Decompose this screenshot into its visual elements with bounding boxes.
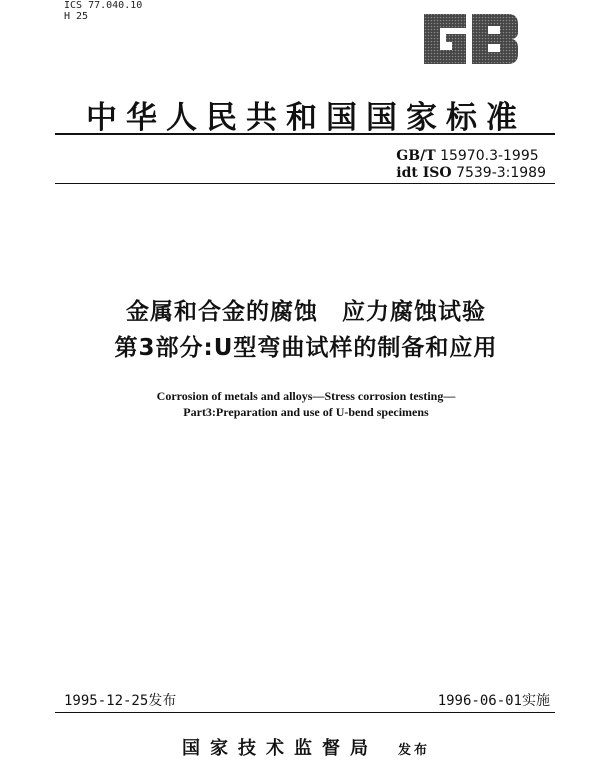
publisher xyxy=(56,734,556,760)
national-standard-heading: 中华人民共和国国家标准 xyxy=(86,100,526,136)
english-title-line1: Corrosion of metals and alloys—Stress corrosion testing— xyxy=(156,389,456,403)
classification-codes xyxy=(64,0,142,22)
english-title xyxy=(56,388,556,420)
ccs-code: H 25 xyxy=(64,11,89,22)
ics-code: ICS 77.040.10 xyxy=(64,0,143,11)
standard-number xyxy=(396,148,546,165)
publisher-suffix: 发布 xyxy=(397,743,430,758)
equivalent-value: 7539-3:1989 xyxy=(456,165,546,181)
equivalent-prefix: idt ISO xyxy=(396,165,452,181)
chinese-title-line1: 金属和合金的腐蚀 应力腐蚀试验 xyxy=(126,299,486,325)
divider-standard xyxy=(55,183,555,184)
divider-top xyxy=(55,133,555,135)
gb-logo xyxy=(418,10,522,68)
chinese-title xyxy=(56,294,556,366)
publisher-name: 国家技术监督局 xyxy=(181,738,378,759)
equivalent-standard xyxy=(396,165,546,182)
issue-date: 1995-12-25发布 xyxy=(64,693,177,709)
chinese-title-line2: 第3部分:U型弯曲试样的制备和应用 xyxy=(114,335,498,361)
standard-number-prefix: GB/T xyxy=(396,148,436,164)
divider-bottom xyxy=(55,712,555,713)
standard-number-block xyxy=(396,148,546,182)
english-title-line2: Part3:Preparation and use of U-bend specimens xyxy=(183,405,429,419)
standard-number-value: 15970.3-1995 xyxy=(440,148,539,164)
implementation-date: 1996-06-01实施 xyxy=(437,693,550,709)
